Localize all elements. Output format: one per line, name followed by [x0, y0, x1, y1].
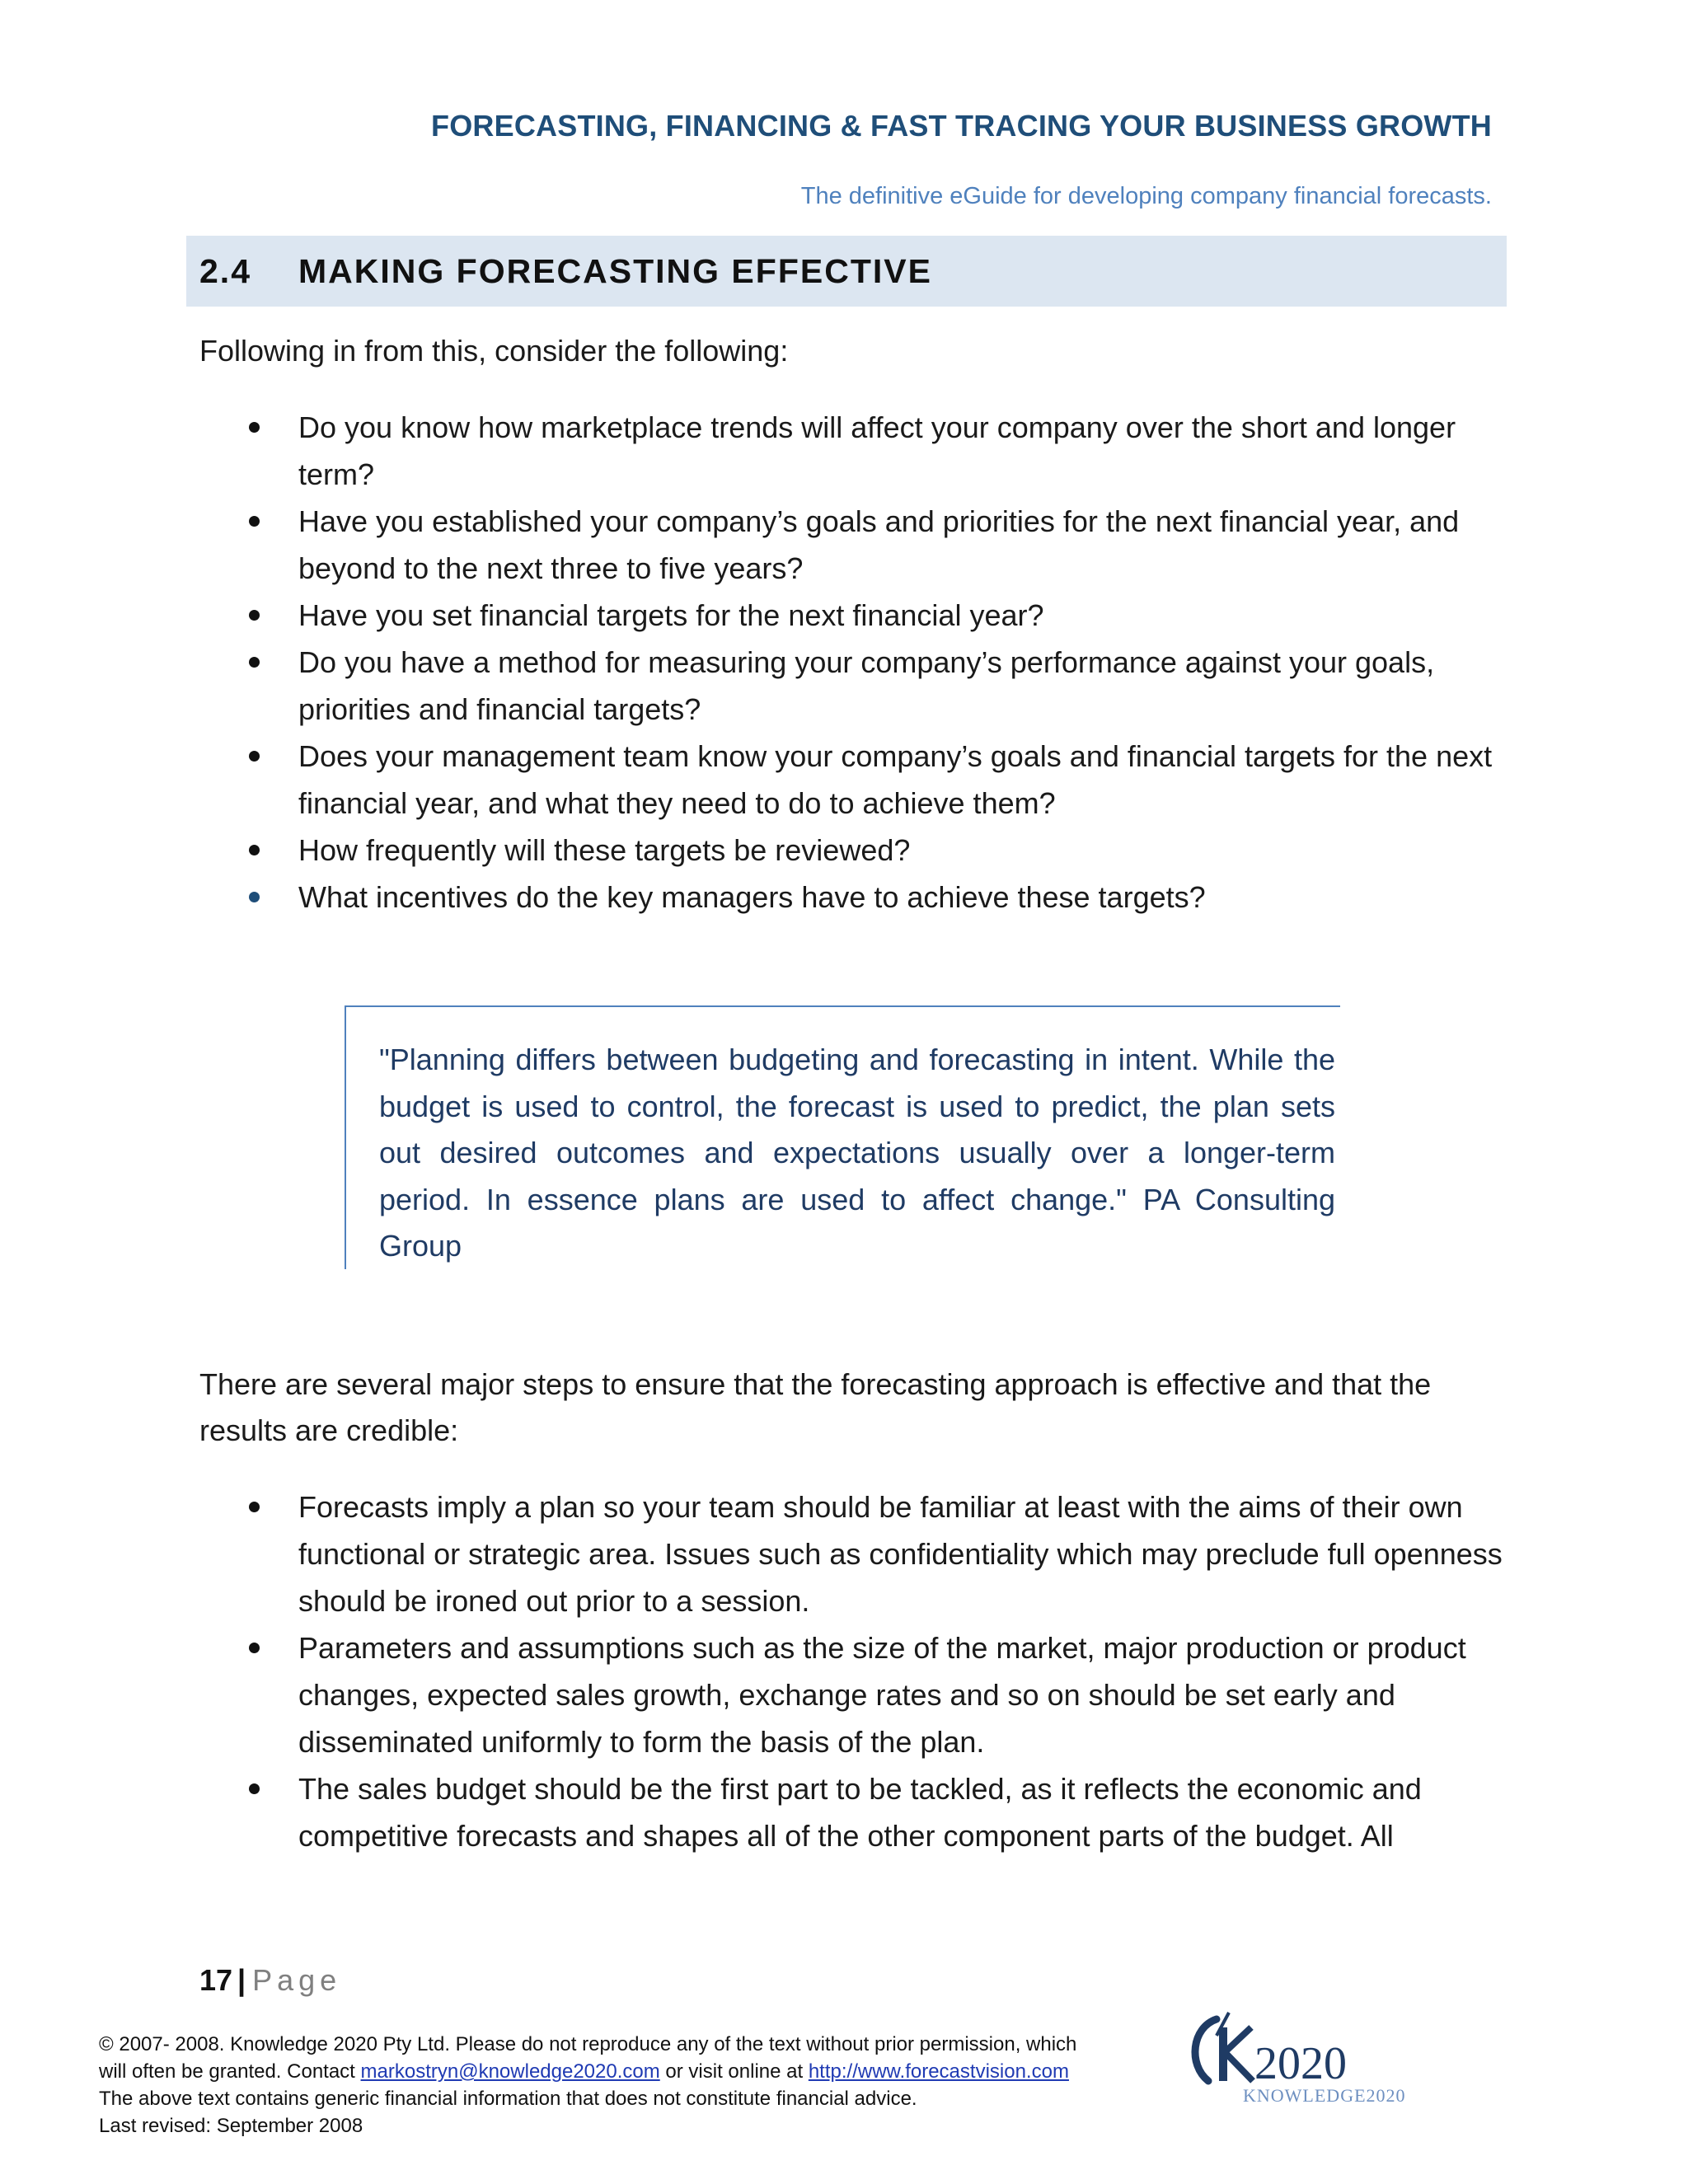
footer	[99, 2031, 1170, 2139]
section-title: MAKING FORECASTING EFFECTIVE	[298, 251, 932, 290]
list-item: Have you set financial targets for the next financial year?	[199, 592, 1507, 639]
bullet-icon	[249, 1643, 260, 1653]
steps-list	[199, 1483, 1507, 1859]
footer-contact: will often be granted. Contact markostryn@knowledge2020.com or visit online at http://www.forecastvision.com	[99, 2060, 1069, 2083]
logo-icon	[1184, 2003, 1431, 2110]
bullet-icon	[249, 892, 260, 902]
website-link[interactable]: http://www.forecastvision.com	[808, 2060, 1069, 2083]
bullet-icon	[249, 516, 260, 527]
page-number	[199, 1963, 341, 1998]
steps-intro-paragraph: There are several major steps to ensure that the forecasting approach is effective and that the results are credible:	[199, 1367, 1432, 1447]
logo-main-text: 2020	[1254, 2038, 1347, 2089]
list-item: How frequently will these targets be reviewed?	[199, 827, 1507, 874]
knowledge2020-logo	[1184, 2003, 1431, 2110]
header-title: FORECASTING, FINANCING & FAST TRACING YOUR BUSINESS GROWTH	[431, 109, 1492, 143]
section-number: 2.4	[199, 251, 251, 290]
bullet-icon	[249, 610, 260, 621]
bullet-icon	[249, 1783, 260, 1794]
quote-text: "Planning differs between budgeting and forecasting in intent. While the budget is used to control, the forecast is used to predict, the plan sets out desired outcomes and expectations usually over a longer-term period. In essence plans are used to affect change." PA Consulting Group	[379, 1043, 1335, 1263]
page-word: Page	[252, 1963, 342, 1997]
list-item: What incentives do the key managers have to achieve these targets?	[199, 874, 1507, 921]
list-item: Do you know how marketplace trends will affect your company over the short and longer term?	[199, 404, 1507, 498]
questions-list	[199, 404, 1507, 921]
list-item: The sales budget should be the first part to be tackled, as it reflects the economic and competitive forecasts and shapes all of the other component parts of the budget. All	[199, 1765, 1507, 1859]
email-link[interactable]: markostryn@knowledge2020.com	[360, 2060, 660, 2083]
section-heading	[186, 236, 1507, 307]
list-item: Does your management team know your company’s goals and financial targets for the next financial year, and what they need to do to achieve them?	[199, 733, 1507, 827]
list-item: Have you established your company’s goals and priorities for the next financial year, and beyond to the next three to five years?	[199, 498, 1507, 592]
bullet-icon	[249, 845, 260, 855]
list-item: Parameters and assumptions such as the size of the market, major production or product changes, expected sales growth, exchange rates and so on should be set early and disseminated uniformly to form the basis of the plan.	[199, 1624, 1507, 1765]
page-number-value: 17	[199, 1963, 233, 1997]
list-item: Forecasts imply a plan so your team should be familiar at least with the aims of their own functional or strategic area. Issues such as confidentiality which may preclude full openness should be ironed out prior to a session.	[199, 1483, 1507, 1624]
header-subtitle: The definitive eGuide for developing company financial forecasts.	[800, 183, 1492, 209]
logo-sub-text: KNOWLEDGE2020	[1243, 2085, 1406, 2106]
page-separator: |	[237, 1963, 246, 1997]
bullet-icon	[249, 751, 260, 762]
bullet-icon	[249, 1502, 260, 1512]
quote-box	[345, 1005, 1340, 1269]
footer-disclaimer: The above text contains generic financial information that does not constitute financial advice.	[99, 2088, 917, 2110]
footer-revised: Last revised: September 2008	[99, 2115, 363, 2137]
bullet-icon	[249, 422, 260, 433]
list-item: Do you have a method for measuring your company’s performance against your goals, priorities and financial targets?	[199, 639, 1507, 733]
bullet-icon	[249, 657, 260, 668]
footer-copyright: © 2007- 2008. Knowledge 2020 Pty Ltd. Please do not reproduce any of the text without prior permission, which	[99, 2033, 1077, 2055]
intro-paragraph: Following in from this, consider the following:	[199, 334, 789, 368]
